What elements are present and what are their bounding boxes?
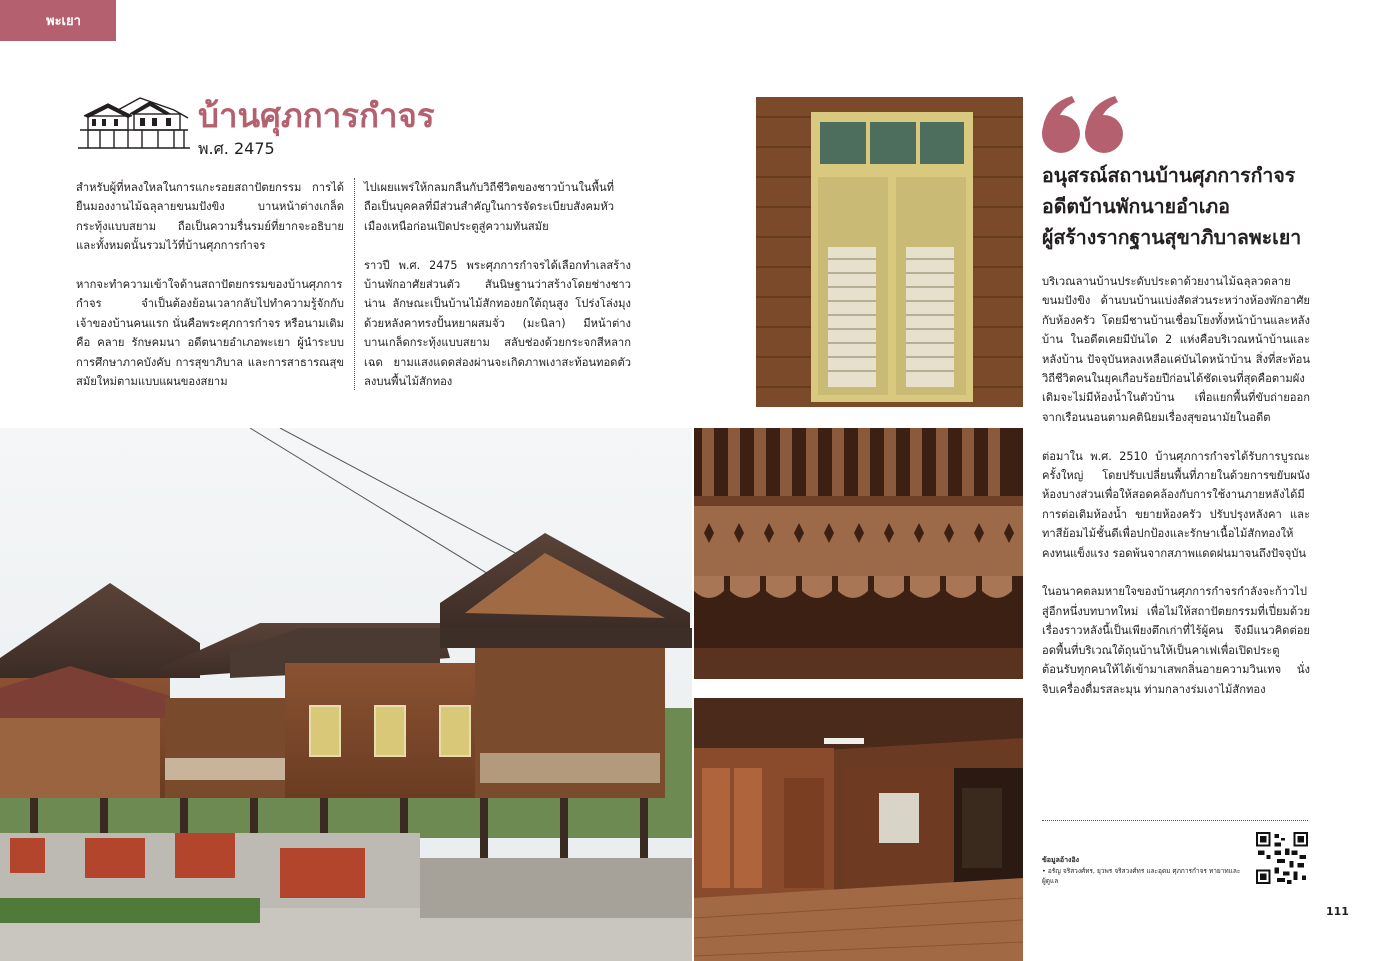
qr-code-icon[interactable]	[1256, 832, 1308, 884]
house-exterior-photo	[0, 428, 692, 961]
pull-quote-line: ผู้สร้างรากฐานสุขาภิบาลพะเยา	[1042, 226, 1302, 249]
body-column-3	[1042, 272, 1310, 718]
house-sketch-icon	[78, 96, 190, 152]
body-column-2	[364, 178, 631, 411]
pull-quote-line: อดีตบ้านพักนายอำเภอ	[1042, 195, 1230, 218]
column-divider	[354, 178, 355, 390]
interior-photo	[694, 698, 1023, 961]
pull-quote-line: อนุสรณ์สถานบ้านศุภการกำจร	[1042, 164, 1296, 187]
reference-heading: ข้อมูลอ้างอิง	[1042, 856, 1080, 864]
paragraph: บริเวณลานบ้านประดับประดาด้วยงานไม้ฉลุลวดลายขนมปังขิง ด้านบนบ้านแบ่งสัดส่วนระหว่างห้องพักอาศัยกับห้องครัว โดยมีชานบ้านเชื่อมโยงทั้งหน้าบ้านและหลังบ้าน ในอดีตเคยมีบันได 2 แห่งคือบริเวณหน้าบ้านและหลังบ้าน ปัจจุบันหลงเหลือแค่บันไดหน้าบ้าน สิ่งที่สะท้อนวิถีชีวิตคนในยุคเกือบร้อยปีก่อนได้ชัดเจนที่สุดคือตามผังเดิมจะไม่มีห้องน้ำในตัวบ้าน เพื่อแยกพื้นที่ขับถ่ายออกจากเรือนนอนตามคตินิยมเรื่องสุขอนามัยในอดีต	[1042, 275, 1310, 424]
paragraph: ราวปี พ.ศ. 2475 พระศุภการกำจรได้เลือกทำเลสร้างบ้านพักอาศัยส่วนตัว สันนิษฐานว่าสร้างโดยช่างชาวน่าน ลักษณะเป็นบ้านไม้สักทองยกใต้ถุนสูง โปร่งโล่งมุงด้วยหลังคาทรงปั้นหยาผสมจั่ว (มะนิลา) มีหน้าต่างบานเกล็ดกระทุ้งแบบสยาม สลับช่องด้วยกระจกสีหลากเฉด ยามแสงแดดส่องผ่านจะเกิดภาพเงาสะท้อนทอดตัวลงบนพื้นไม้สักทอง	[364, 258, 631, 389]
body-column-1	[76, 178, 344, 411]
paragraph: ไปเผยแพร่ให้กลมกลืนกับวิถีชีวิตของชาวบ้านในพื้นที่ ถือเป็นบุคคลที่มีส่วนสำคัญในการจัดระเบียบสังคมหัวเมืองเหนือก่อนเปิดประตูสู่ความทันสมัย	[364, 181, 615, 233]
page-number: 111	[1326, 905, 1349, 918]
paragraph: สำหรับผู้ที่หลงใหลในการแกะรอยสถาปัตยกรรม การได้ยืนมองงานไม้ฉลุลายขนมปังขิง บานหน้าต่างเกล็ดกระทุ้งแบบสยาม ถือเป็นความรื่นรมย์ที่ยากจะอธิบาย และทั้งหมดนั้นรวมไว้ที่บ้านศุภการกำจร	[76, 181, 344, 253]
paragraph: ต่อมาใน พ.ศ. 2510 บ้านศุภการกำจรได้รับการบูรณะครั้งใหญ่ โดยปรับเปลี่ยนพื้นที่ภายในด้วยการขยับผนังห้องบางส่วนเพื่อให้สอดคล้องกับการใช้งานภายหลังได้มีการต่อเติมห้องน้ำ ขยายห้องครัว ปรับปรุงหลังคา และทาสีย้อมไม้ชั้นดีเพื่อปกป้องและรักษาเนื้อไม้สักทองให้คงทนแข็งแรง รอดพ้นจากสภาพแดดฝนมาจนถึงปัจจุบัน	[1042, 449, 1310, 560]
window-photo	[756, 97, 1023, 407]
pull-quote	[1042, 160, 1332, 253]
paragraph: หากจะทำความเข้าใจด้านสถาปัตยกรรมของบ้านศุภการกำจร จำเป็นต้องย้อนเวลากลับไปทำความรู้จักกับเจ้าของบ้านคนแรก นั่นคือพระศุภการกำจร หรือนามเดิมคือ คลาย รักษคมนา อดีตนายอำเภอพะเยา ผู้นำระบบการศึกษาภาคบังคับ การสุขาภิบาล และการสาธารณสุขสมัยใหม่ตามแบบแผนของสยาม	[76, 278, 344, 389]
carved-eaves-photo	[694, 428, 1023, 679]
province-tag: พะเยา	[0, 0, 116, 41]
paragraph: ในอนาคตลมหายใจของบ้านศุภการกำจรกำลังจะก้าวไปสู่อีกหนึ่งบทบาทใหม่ เพื่อไม่ให้สถาปัตยกรรมที่เปี่ยมด้วยเรื่องราวหลังนี้เป็นเพียงตึกเก่าที่ไร้ผู้คน จึงมีแนวคิดต่อยอดพื้นที่บริเวณใต้ถุนบ้านให้เป็นคาเฟเพื่อเปิดประตูต้อนรับทุกคนให้ได้เข้ามาเสพกลิ่นอายความวินเทจ นั่งจิบเครื่องดื่มรสละมุน ท่ามกลางร่มเงาไม้สักทอง	[1042, 585, 1310, 696]
reference-divider	[1042, 820, 1308, 821]
article-year: พ.ศ. 2475	[198, 139, 275, 158]
article-title: บ้านศุภการกำจร	[198, 96, 435, 135]
quote-mark-icon	[1042, 96, 1126, 154]
reference-text: • อรัญ จริสวงศ์ทร, ยุวพร จริสวงศ์ทร และอุดม ศุภการกำจร ทายาทและผู้ดูแล	[1042, 867, 1241, 885]
